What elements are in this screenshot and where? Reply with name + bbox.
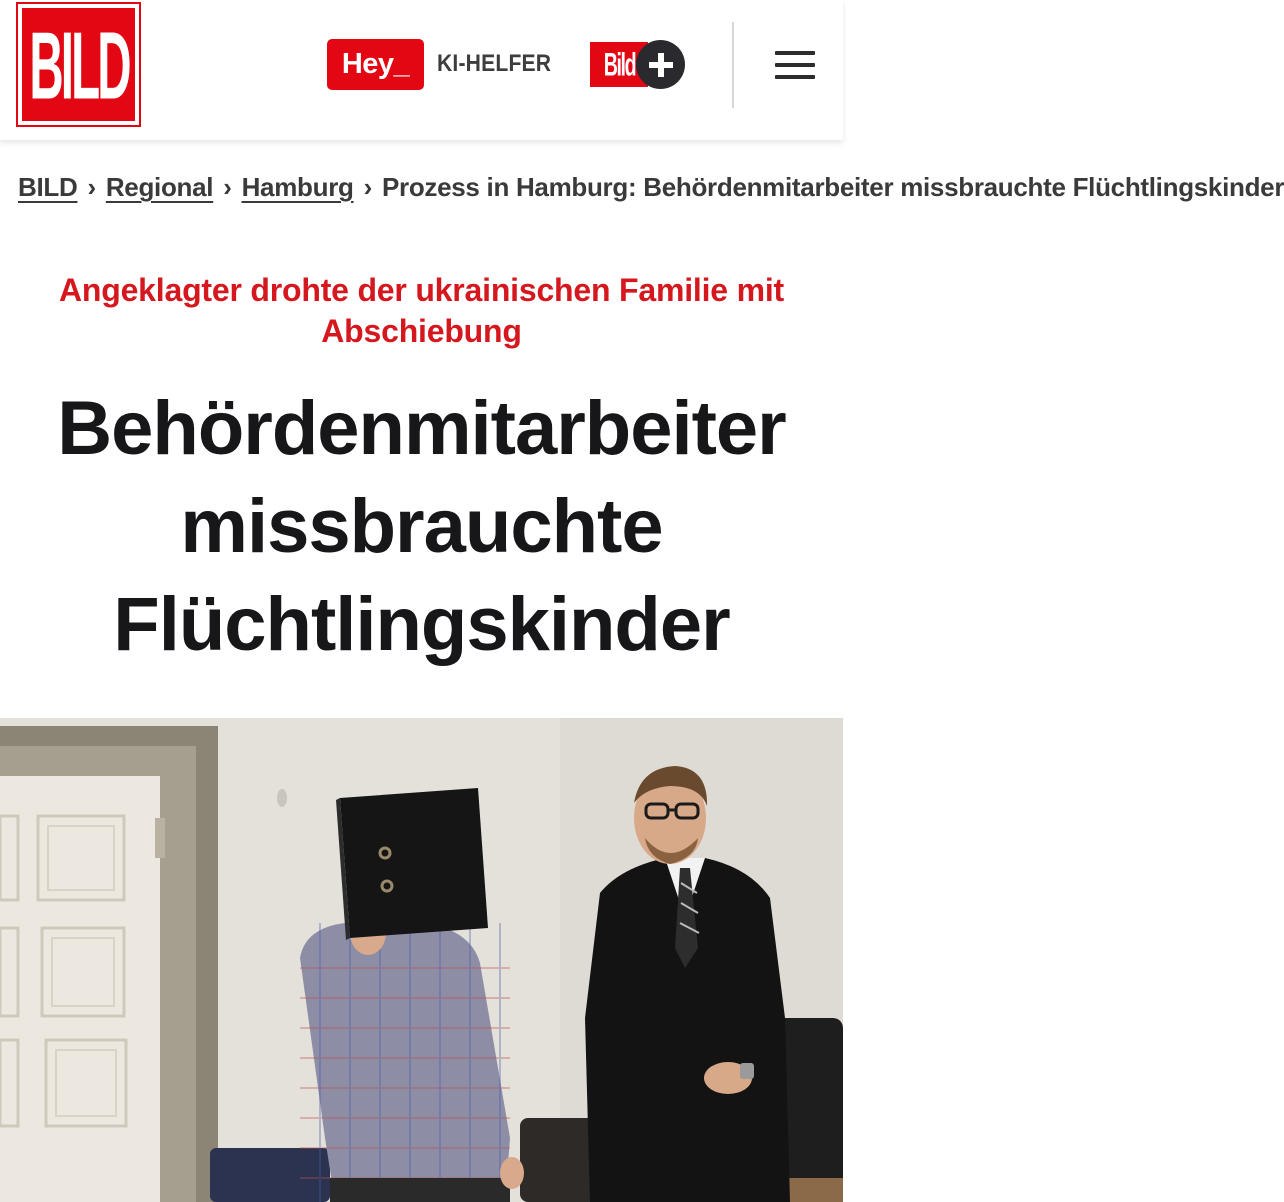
article-kicker: Angeklagter drohte der ukrainischen Familie mit Abschiebung <box>58 272 784 349</box>
bild-logo-text: BILD <box>28 10 129 119</box>
header-divider <box>732 22 734 108</box>
headline-line: missbrauchte <box>180 484 663 569</box>
hey-ai-button[interactable] <box>327 39 424 90</box>
article-photo[interactable] <box>0 718 843 1202</box>
breadcrumb-separator: › <box>87 172 96 202</box>
headline-line: Behördenmitarbeiter <box>57 386 786 471</box>
breadcrumb-current: Prozess in Hamburg: Behördenmitarbeiter missbrauchte Flüchtlingskinder <box>381 172 1284 202</box>
breadcrumb-bild[interactable]: BILD <box>18 172 78 202</box>
hamburger-menu-icon[interactable] <box>775 51 815 79</box>
breadcrumb-separator: › <box>223 172 232 202</box>
bild-logo[interactable] <box>18 4 139 125</box>
site-header <box>0 0 843 140</box>
breadcrumb <box>18 172 1284 203</box>
breadcrumb-regional[interactable]: Regional <box>105 172 214 202</box>
bildplus-logo-text: Bild <box>603 46 635 82</box>
article-headline <box>0 380 843 674</box>
breadcrumb-separator: › <box>363 172 372 202</box>
plus-icon <box>636 40 685 89</box>
headline-line: Flüchtlingskinder <box>113 582 730 667</box>
hey-button-label: Hey_ <box>341 48 410 80</box>
breadcrumb-hamburg[interactable]: Hamburg <box>241 172 354 202</box>
ki-helfer-link[interactable]: KI-HELFER <box>437 50 552 77</box>
bildplus-button[interactable] <box>590 40 686 89</box>
